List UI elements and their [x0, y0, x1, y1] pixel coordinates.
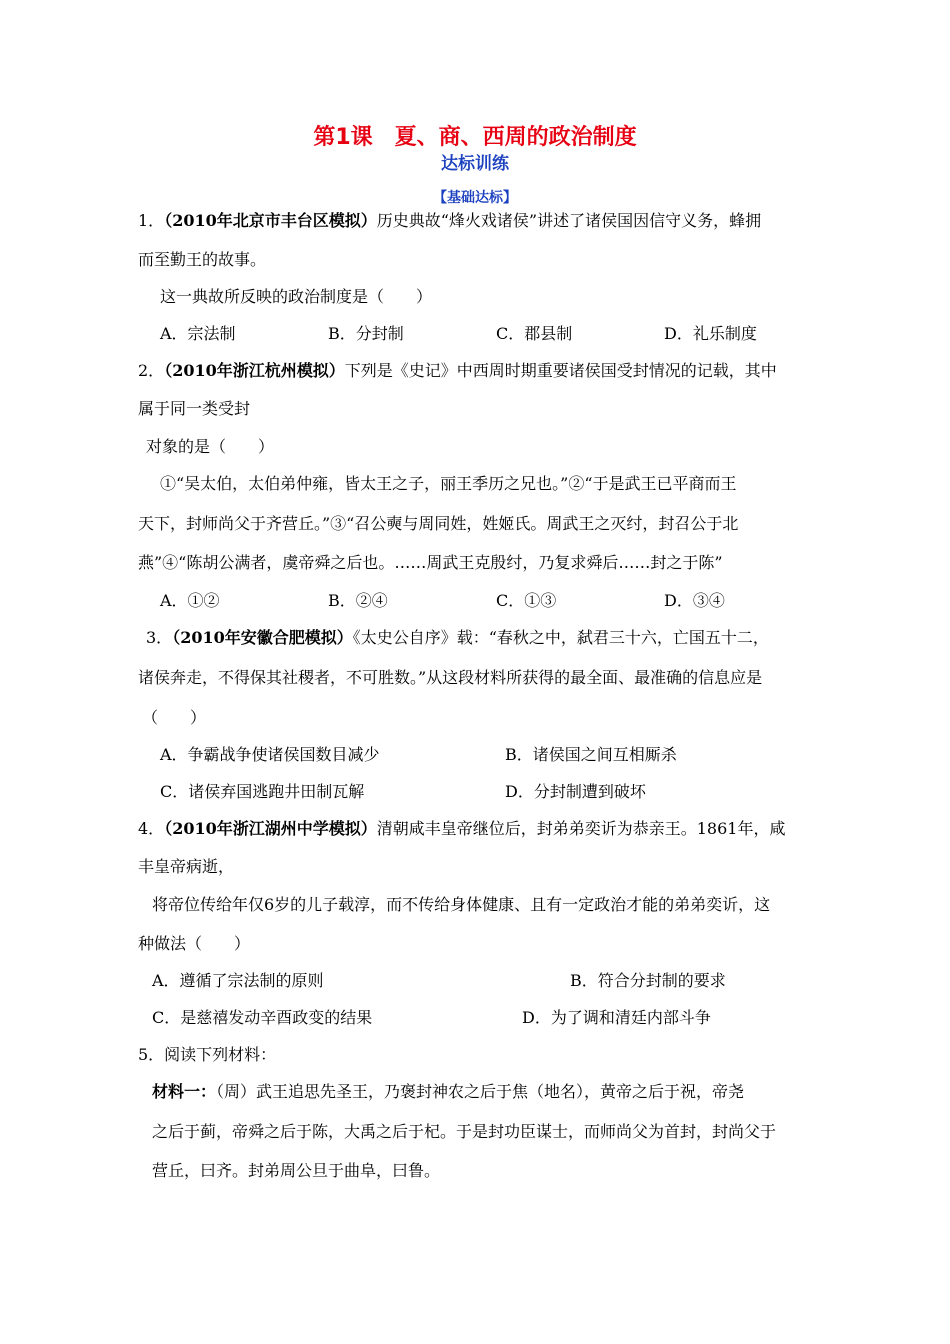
- question-stem: 《太史公自序》载：“春秋之中，弑君三十六，亡国五十二，: [352, 628, 769, 647]
- option-b: B．符合分封制的要求: [570, 971, 726, 990]
- question-2-line-2: 属于同一类受封: [138, 399, 251, 418]
- option-d: D．分封制遭到破坏: [505, 782, 646, 801]
- question-number: 4．: [138, 819, 165, 838]
- question-3-line-1: [146, 628, 769, 648]
- option-d: D．为了调和清廷内部斗争: [522, 1008, 711, 1027]
- option-d: D．礼乐制度: [664, 324, 757, 343]
- option-b: B．②④: [328, 591, 388, 610]
- option-b: B．分封制: [328, 324, 404, 343]
- question-number: 3．: [146, 628, 173, 647]
- question-source: （2010年浙江杭州模拟）: [164, 361, 345, 380]
- option-c: C．郡县制: [496, 324, 573, 343]
- question-5-material-1: [152, 1082, 744, 1102]
- question-2-line-1: [138, 361, 777, 381]
- question-number: 2．: [138, 361, 165, 380]
- question-3-line-2: 诸侯奔走，不得保其社稷者，不可胜数。”从这段材料所获得的最全面、最准确的信息应是: [138, 668, 763, 687]
- option-a: A．宗法制: [160, 324, 236, 343]
- option-a: A．争霸战争使诸侯国数目减少: [160, 745, 380, 764]
- question-3-line-3: （ ）: [142, 708, 207, 727]
- question-source: （2010年浙江湖州中学模拟）: [164, 819, 377, 838]
- question-2-material-1: ①“吴太伯，太伯弟仲雍，皆太王之子，丽王季历之兄也。”②“于是武王已平商而王: [160, 474, 737, 493]
- question-source: （2010年安徽合肥模拟）: [172, 628, 353, 647]
- question-5-stem: 5．阅读下列材料：: [138, 1045, 277, 1064]
- question-1-line-1: [138, 211, 761, 231]
- question-number: 1．: [138, 211, 165, 230]
- option-a: A．①②: [160, 591, 220, 610]
- option-a: A．遵循了宗法制的原则: [152, 971, 324, 990]
- page-subtitle: 达标训练: [441, 154, 509, 174]
- question-5-material-2: 之后于蓟，帝舜之后于陈，大禹之后于杞。于是封功臣谋士，而师尚父为首封，封尚父于: [152, 1122, 777, 1141]
- option-d: D．③④: [664, 591, 725, 610]
- question-2-material-3: 燕”④“陈胡公满者，虞帝舜之后也。……周武王克殷纣，乃复求舜后……封之于陈”: [138, 553, 723, 572]
- question-4-line-3: 将帝位传给年仅6岁的儿子载淳，而不传给身体健康、且有一定政治才能的弟弟奕䜣，这: [152, 895, 771, 914]
- question-2-line-3: 对象的是（ ）: [146, 437, 275, 456]
- page-title: 第1课 夏、商、西周的政治制度: [313, 125, 637, 150]
- question-4-line-1: [138, 819, 785, 839]
- option-b: B．诸侯国之间互相厮杀: [505, 745, 677, 764]
- option-c: C．①③: [496, 591, 557, 610]
- question-stem: 下列是《史记》中西周时期重要诸侯国受封情况的记载，其中: [344, 361, 777, 380]
- question-2-material-2: 天下，封师尚父于齐营丘。”③“召公奭与周同姓，姓姬氏。周武王之灭纣，封召公于北: [138, 514, 739, 533]
- question-4-line-4: 种做法（ ）: [138, 934, 251, 953]
- question-5-material-3: 营丘，曰齐。封弟周公旦于曲阜，曰鲁。: [152, 1161, 441, 1180]
- question-1-line-3: 这一典故所反映的政治制度是（ ）: [160, 287, 433, 306]
- section-heading: 【基础达标】: [433, 190, 517, 206]
- question-stem: 历史典故“烽火戏诸侯”讲述了诸侯国因信守义务，蜂拥: [376, 211, 762, 230]
- option-c: C．诸侯弃国逃跑井田制瓦解: [160, 782, 365, 801]
- question-source: （2010年北京市丰台区模拟）: [164, 211, 377, 230]
- material-text: （周）武王追思先圣王，乃褒封神农之后于焦（地名），黄帝之后于祝，帝尧: [216, 1082, 745, 1101]
- option-c: C．是慈禧发动辛酉政变的结果: [152, 1008, 373, 1027]
- material-label: 材料一：: [152, 1082, 217, 1101]
- question-4-line-2: 丰皇帝病逝，: [138, 857, 235, 876]
- question-1-line-2: 而至勤王的故事。: [138, 250, 267, 269]
- question-stem: 清朝咸丰皇帝继位后，封弟弟奕䜣为恭亲王。1861年，咸: [376, 819, 786, 838]
